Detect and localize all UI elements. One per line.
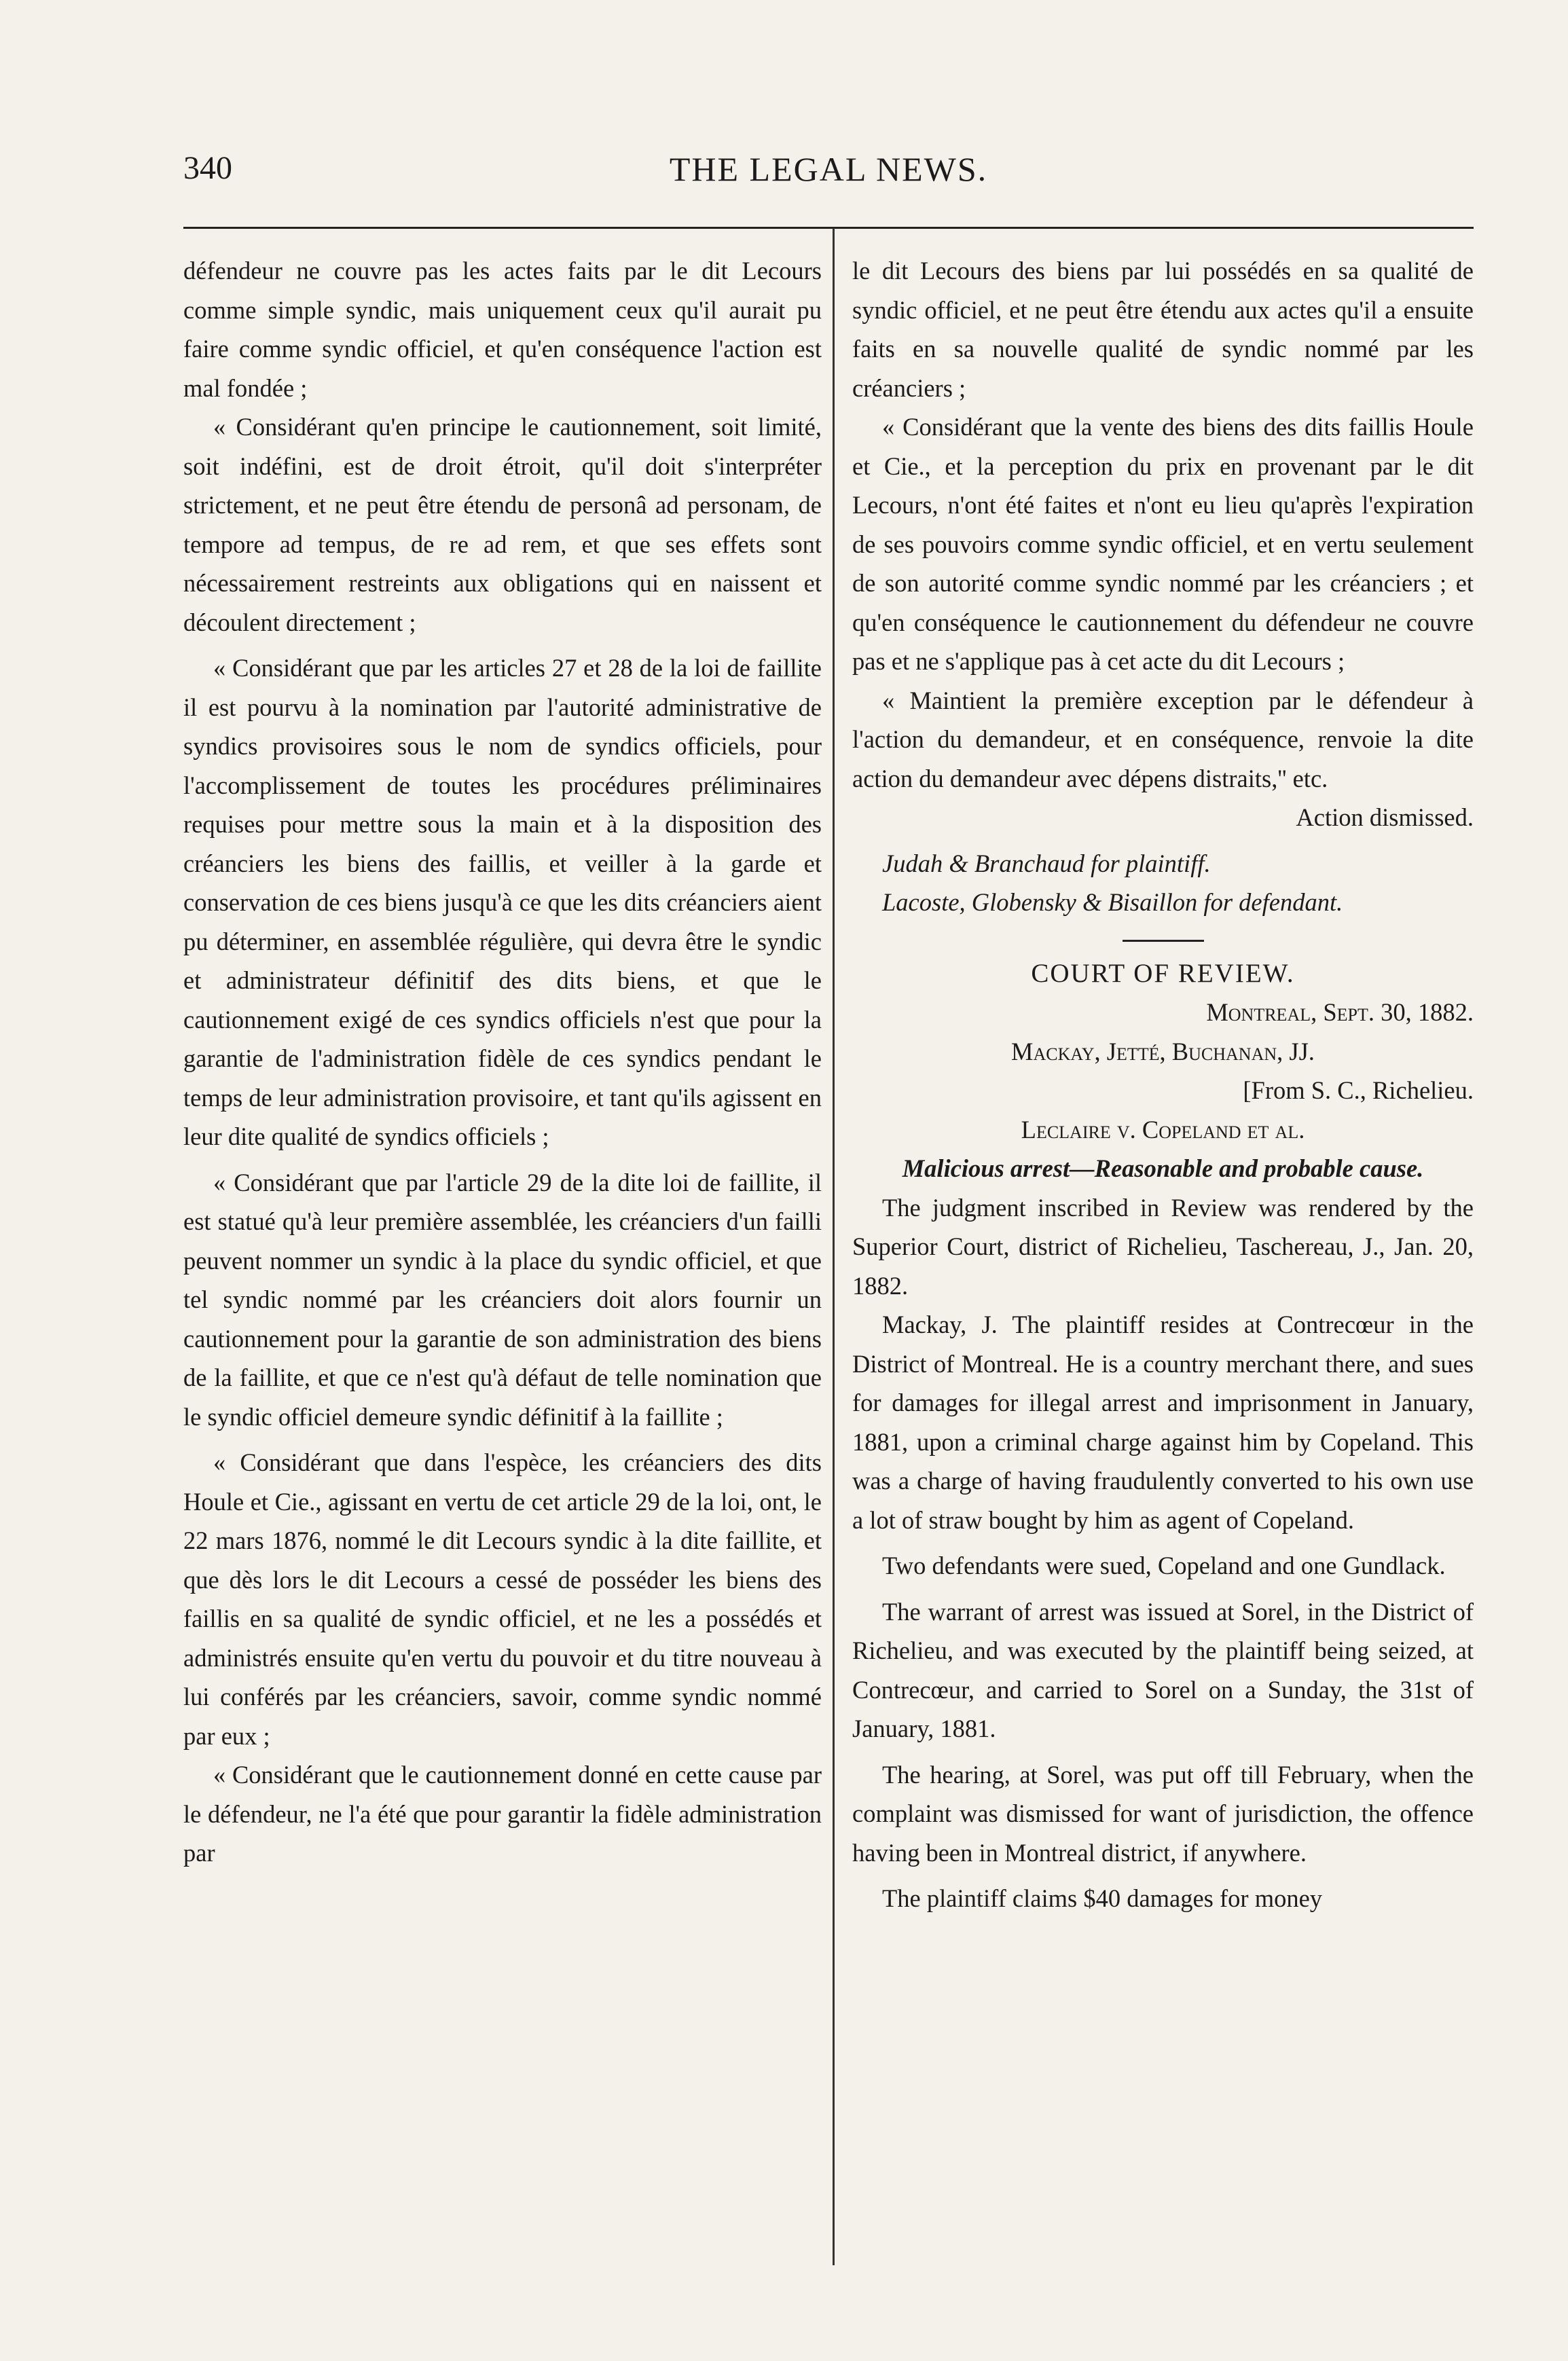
column-divider [833, 228, 835, 2265]
counsel-defendant: Lacoste, Globensky & Bisaillon for defendant. [882, 888, 1343, 916]
paragraph: « Considérant que par les articles 27 et 28 de la loi de faillite il est pourvu à la nomination par l'autorité administrative de syndics provisoires sous le nom de syndics officiels, pour l'accomplissement de toutes les procédures préliminaires requises pour mettre sous la main et à la disposition des créanciers les biens des faillis, et veiller à la garde et conservation de ces biens jusqu'à ce que les dits créanciers aient pu déterminer, en assemblée régulière, qui devra être le syndic et administrateur définitif des dits biens, et que le cautionnement exigé de ces syndics officiels n'est que pour la garantie de l'administration fidèle de ces syndics pendant le temps de leur administration provisoire, et tant qu'ils agissent en leur dite qualité de syndics officiels ; [183, 654, 822, 1150]
paragraph: Two defendants were sued, Copeland and one Gundlack. [882, 1552, 1446, 1579]
place-date: Montreal, Sept. 30, 1882. [1206, 998, 1474, 1026]
right-column [852, 251, 1474, 1918]
from-court: [From S. C., Richelieu. [1243, 1076, 1474, 1104]
paragraph: The hearing, at Sorel, was put off till February, when the complaint was dismissed for want of jurisdiction, the offence having been in Montreal district, if anywhere. [852, 1760, 1474, 1867]
counsel-plaintiff: Judah & Branchaud for plaintiff. [882, 849, 1211, 877]
case-name: Leclaire v. Copeland et al. [1021, 1115, 1305, 1143]
judges: Mackay, Jetté, Buchanan, JJ. [1011, 1037, 1315, 1065]
paragraph: « Considérant que la vente des biens des dits faillis Houle et Cie., et la perception du prix en provenant par le dit Lecours, n'ont été faites et n'ont eu lieu qu'après l'expiration de ses pouvoirs comme syndic officiel, et en vertu seulement de son autorité comme syndic nommé par les créanciers ; et qu'en conséquence le cautionnement du défendeur ne couvre pas et ne s'applique pas à cet acte du dit Lecours ; [852, 413, 1474, 675]
paragraph: Mackay, J. The plaintiff resides at Contrecœur in the District of Montreal. He is a country merchant there, and sues for damages for illegal arrest and imprisonment in January, 1881, upon a criminal charge against him by Copeland. This was a charge of having fraudulently converted to his own use a lot of straw bought by him as agent of Copeland. [852, 1311, 1474, 1534]
left-column [183, 251, 822, 1873]
court-title: COURT OF REVIEW. [1031, 958, 1295, 988]
section-rule [1123, 940, 1204, 942]
disposition: Action dismissed. [1296, 803, 1474, 831]
paragraph: The judgment inscribed in Review was rendered by the Superior Court, district of Richelieu, Taschereau, J., Jan. 20, 1882. [852, 1193, 1474, 1300]
running-title: THE LEGAL NEWS. [669, 150, 988, 188]
paragraph: The plaintiff claims $40 damages for money [882, 1884, 1323, 1912]
header-rule [183, 227, 1474, 229]
paragraph: « Maintient la première exception par le défendeur à l'action du demandeur, et en conséquence, renvoie la dite action du demandeur avec dépens distraits,'' etc. [852, 686, 1474, 792]
page-number: 340 [183, 150, 232, 186]
paragraph: défendeur ne couvre pas les actes faits par le dit Lecours comme simple syndic, mais uniquement ceux qu'il aurait pu faire comme syndic officiel, et qu'en conséquence l'action est mal fondée ; [183, 257, 822, 402]
paragraph: « Considérant que par l'article 29 de la dite loi de faillite, il est statué qu'à leur première assemblée, les créanciers d'un failli peuvent nommer un syndic à la place du syndic officiel, et que tel syndic nommé par les créanciers doit alors fournir un cautionnement pour la garantie de son administration des biens de la faillite, et que ce n'est qu'à défaut de telle nomination que le syndic officiel demeure syndic définitif à la faillite ; [183, 1168, 822, 1431]
headnote: Malicious arrest—Reasonable and probable cause. [902, 1154, 1424, 1182]
page-header [183, 149, 1474, 204]
paragraph: The warrant of arrest was issued at Sorel, in the District of Richelieu, and was executed by the plaintiff being seized, at Contrecœur, and carried to Sorel on a Sunday, the 31st of January, 1881. [852, 1597, 1474, 1742]
paragraph: « Considérant que dans l'espèce, les créanciers des dits Houle et Cie., agissant en vertu de cet article 29 de la loi, ont, le 22 mars 1876, nommé le dit Lecours syndic à la dite faillite, et que dès lors le dit Lecours a cessé de posséder les biens des faillis en sa qualité de syndic officiel, et ne les a possédés et administrés ensuite qu'en vertu du pouvoir et du titre nouveau à lui conférés par les créanciers, savoir, comme syndic nommé par eux ; [183, 1448, 822, 1750]
paragraph: « Considérant qu'en principe le cautionnement, soit limité, soit indéfini, est de droit étroit, qu'il doit s'interpréter strictement, et ne peut être étendu de personâ ad personam, de tempore ad tempus, de re ad rem, et que ses effets sont nécessairement restreints aux obligations qui en naissent et découlent directement ; [183, 413, 822, 636]
paragraph: « Considérant que le cautionnement donné en cette cause par le défendeur, ne l'a été que pour garantir la fidèle administration par [183, 1761, 822, 1867]
paragraph: le dit Lecours des biens par lui possédés en sa qualité de syndic officiel, et ne peut être étendu aux actes qu'il a ensuite faits en sa nouvelle qualité de syndic nommé par les créanciers ; [852, 257, 1474, 402]
